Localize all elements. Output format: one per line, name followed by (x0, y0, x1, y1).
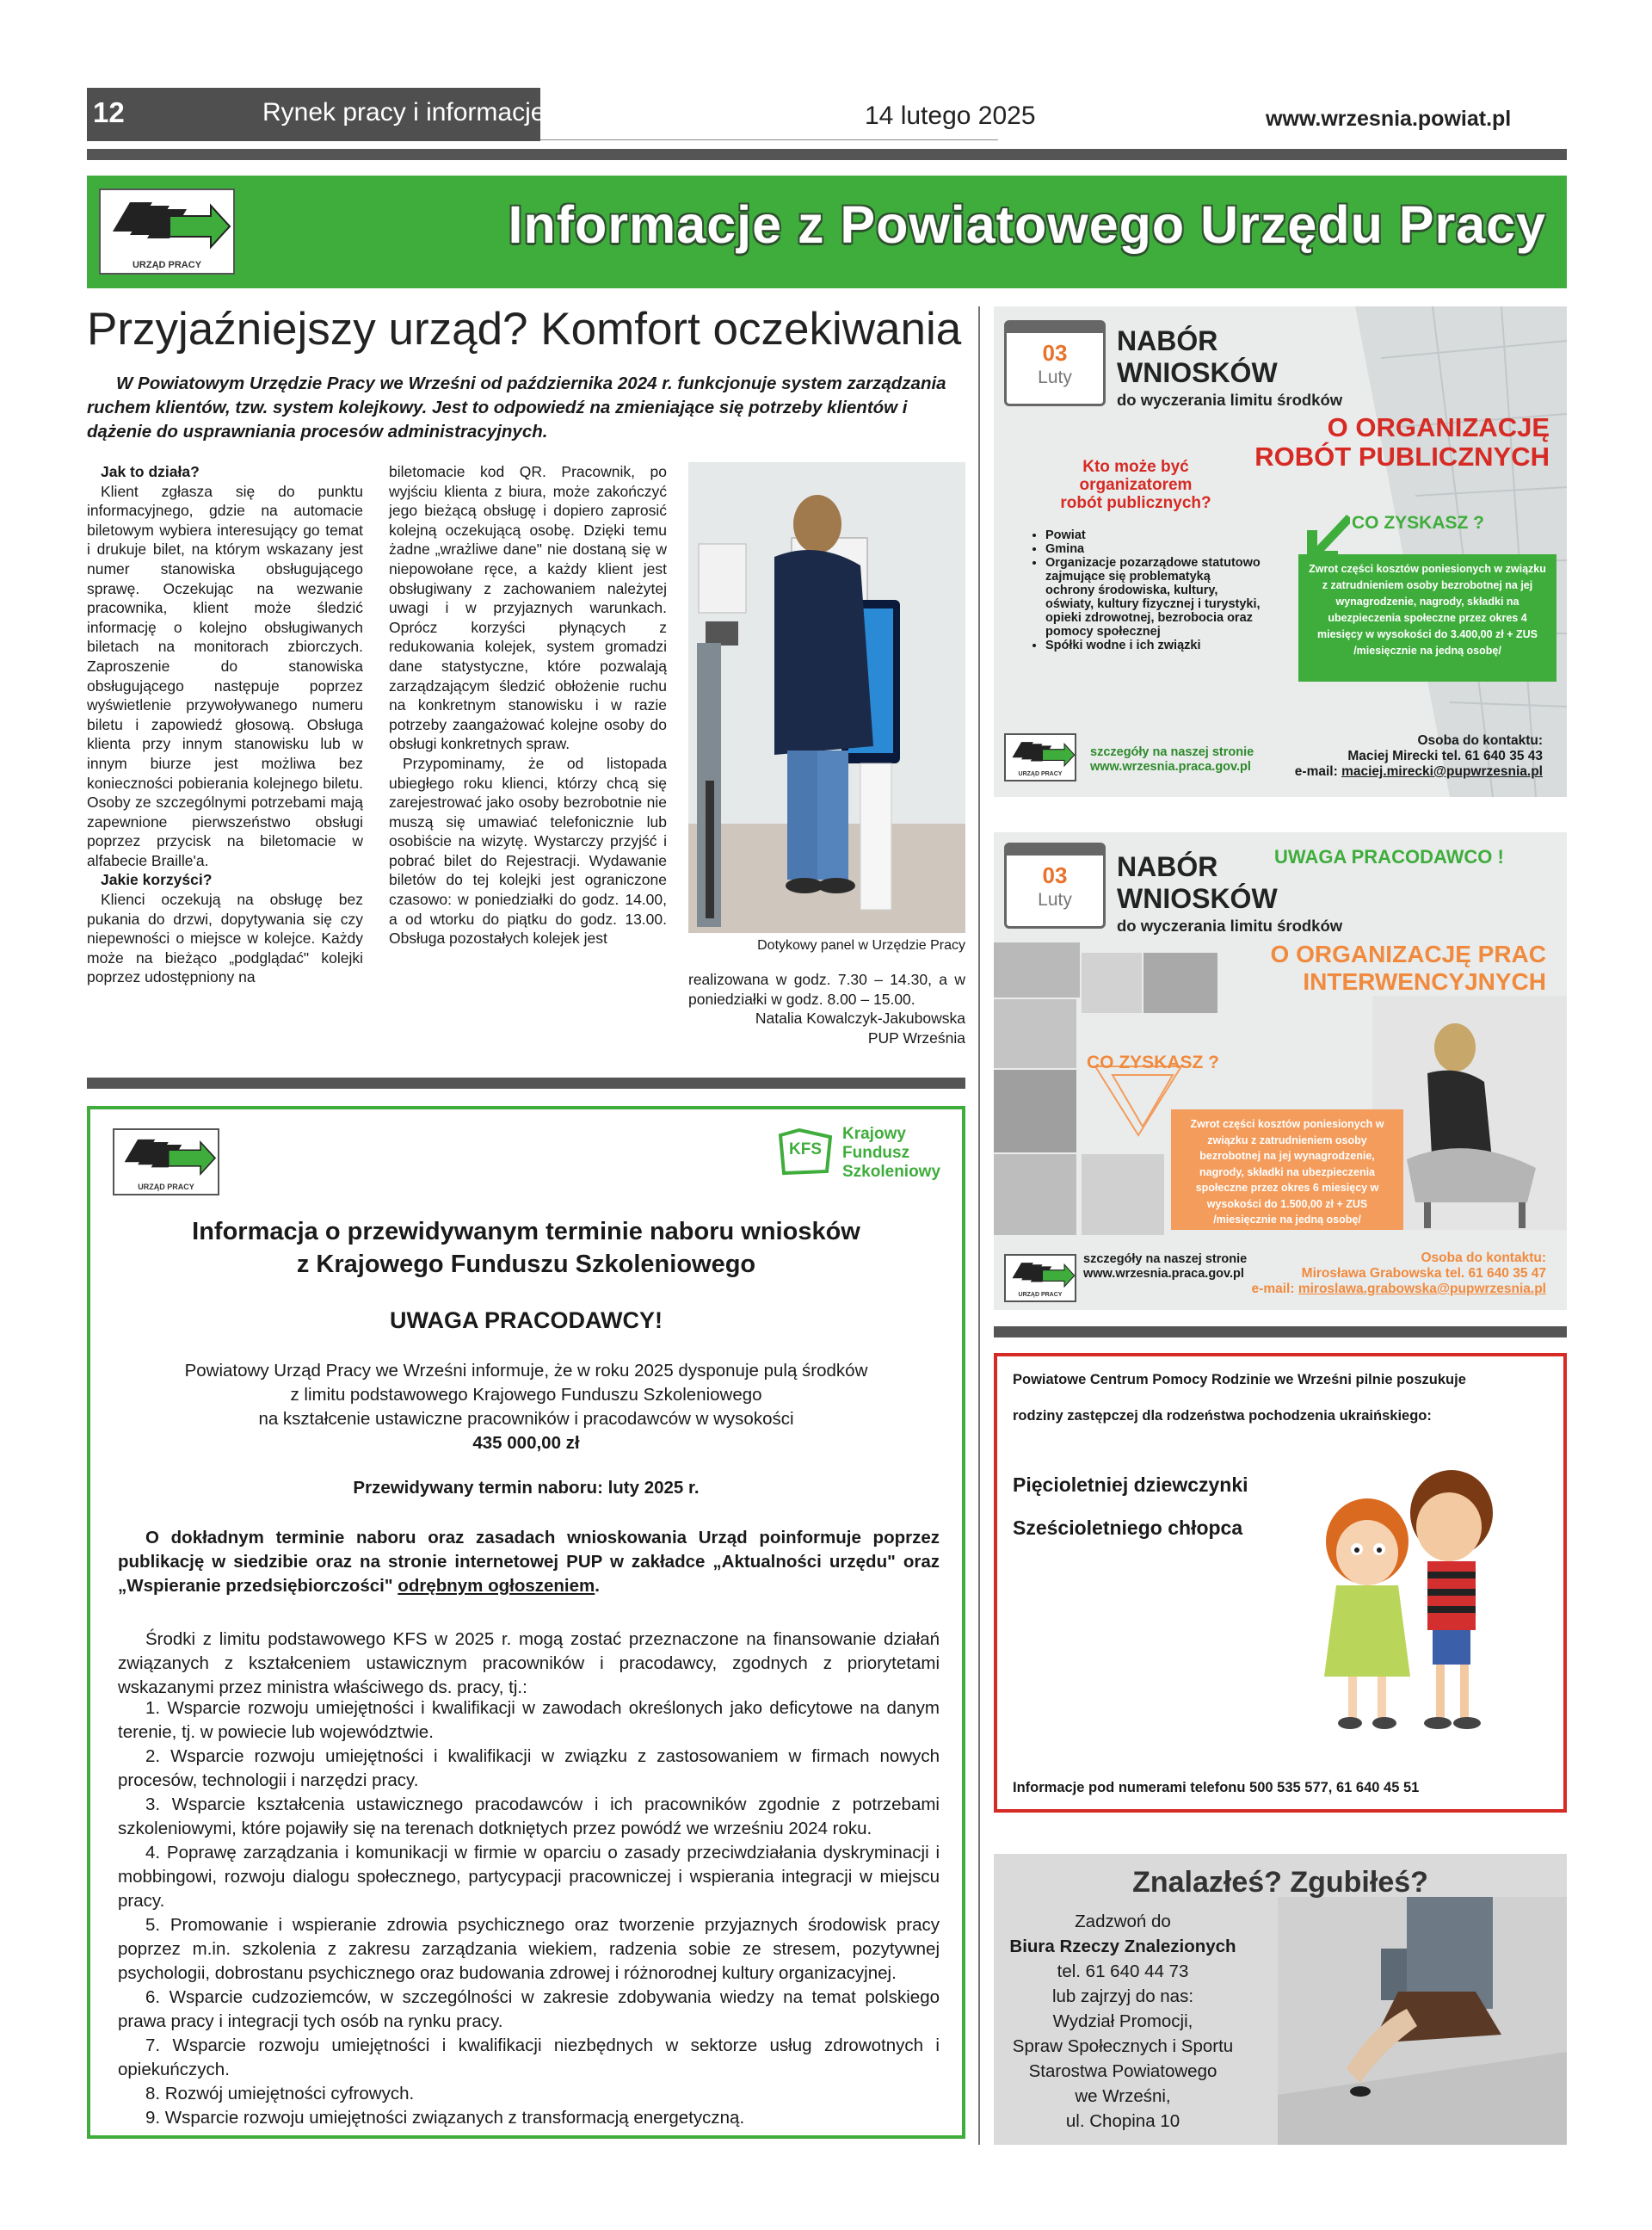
gain-heading: CO ZYSKASZ ? (1352, 513, 1485, 533)
calendar-month: Luty (1038, 368, 1072, 387)
list-item: 9. Wsparcie rozwoju umiejętności związanych z transformacją energetyczną. (145, 2108, 745, 2128)
calendar-icon (1004, 320, 1106, 406)
notice-link: odrębnym ogłoszeniem (398, 1576, 595, 1596)
list-item: 5. Promowanie i wspieranie zdrowia psychicznego oraz tworzenie przyjaznych środowisk pracy poprzez m.in. szkolenia z zakresu zarządzania wiekiem, radzenia sobie ze stresem, pozytywnej psychologii, dobrostanu psychicznego oraz budowania zdrowej i różnorodnej kultury organizacyjnej. (118, 1915, 940, 1983)
details (1090, 745, 1254, 775)
list-item: • Powiat (1045, 528, 1261, 542)
headline-line: INTERWENCYJNYCH (1303, 968, 1546, 995)
gain-heading: CO ZYSKASZ ? (1087, 1053, 1220, 1072)
article-title: Przyjaźniejszy urząd? Komfort oczekiwania (87, 304, 962, 355)
text-line: Wydział Promocji, (1052, 2011, 1193, 2031)
question-line: robót publicznych? (1060, 494, 1211, 512)
children-illustration (1307, 1460, 1513, 1744)
details-link[interactable]: www.wrzesnia.praca.gov.pl (1083, 1267, 1244, 1281)
public-works-ad (994, 306, 1567, 797)
ad-headline (1254, 413, 1550, 472)
notice-line: rodziny zastępczej dla rodzeństwa pochodzenia ukraińskiego: (1013, 1408, 1432, 1424)
subheading: Jak to działa? (101, 463, 200, 480)
details-line: szczegóły na naszej stronie (1090, 745, 1254, 759)
text-line: we Wrześni, (1075, 2086, 1171, 2106)
lost-text (994, 1909, 1252, 2134)
article-column-3 (688, 970, 965, 1047)
photo-tile (1082, 953, 1142, 1013)
kfs-title-line: z Krajowego Funduszu Szkoleniowego (296, 1251, 756, 1278)
list-item: • Organizacje pozarządowe statutowo zajmujące się problematyką ochrony środowiska, kultury, oświaty, kultury fizycznej i turystyki, opieki zdrowotnej, bezrobocia oraz pomocy społecznej (1045, 556, 1261, 639)
logo-label: URZĄD PRACY (132, 260, 202, 270)
calendar-day: 03 (1042, 340, 1068, 366)
intervention-works-ad (994, 832, 1567, 1310)
headline-line: ROBÓT PUBLICZNYCH (1254, 442, 1550, 472)
page-number: 12 (93, 96, 125, 128)
intro-line: z limitu podstawowego Krajowego Funduszu Szkoleniowego (290, 1385, 762, 1405)
details-link[interactable]: www.wrzesnia.praca.gov.pl (1090, 760, 1251, 774)
text-line: tel. 61 640 44 73 (1057, 1961, 1189, 1981)
urzad-pracy-logo (1004, 733, 1076, 781)
ad-heading (1117, 851, 1278, 915)
photo-caption: Dotykowy panel w Urzędzie Pracy (757, 938, 965, 953)
foster-family-notice (994, 1353, 1567, 1813)
email-label: e-mail: (1251, 1282, 1295, 1296)
author-org: PUP Września (867, 1029, 965, 1047)
section-rule (87, 1078, 965, 1089)
kfs-term: Przewidywany termin naboru: luty 2025 r. (353, 1478, 700, 1498)
section-name: Rynek pracy i informacje (262, 98, 546, 127)
gain-box: Zwrot części kosztów poniesionych w związku z zatrudnieniem osoby bezrobotnej na jej wynagrodzenie, nagrody, składki na ubezpieczenia społeczne przez okres 4 miesięcy w wysokości do 3.400,00 zł + ZUS /miesięcznie na jedną osobę/ (1298, 554, 1556, 682)
intro-line: na kształcenie ustawiczne pracowników i pracodawców w wysokości (258, 1409, 794, 1429)
paragraph: Klienci oczekują na obsługę bez pukania do drzwi, dopytywania się czy niepewności o miejsce w kolejce. Każdy może na bieżąco „podglądać" kolejki poprzez udostępniony na (87, 891, 363, 986)
kfs-name-line: Szkoleniowy (842, 1163, 941, 1181)
heading-line: WNIOSKÓW (1117, 883, 1278, 914)
paragraph: Klient zgłasza się do punktu informacyjnego, gdzie na automacie biletowym wybiera interesujący go temat i drukuje bilet, na którym wskazany jest numer stanowiska obsługującego sprawę. Oczekując na wezwanie pracownika, klient może śledzić informację o kolejno obsługiwanych biletach na monitorach zbiorczych. Zaproszenie do stanowiska obsługującego następuje poprzez wyświetlenie przywoływanego numeru biletu i zapowiedź głosową. Obsługa klienta przy innym stanowisku lub w innym biurze jest możliwa bez konieczności pobierania kolejnego biletu. Osoby ze szczególnymi potrzebami mają zapewnione pierwszeństwo obsługi poprzez przycisk na biletomacie w alfabecie Braille'a. (87, 482, 363, 869)
folders-arrow-icon (1006, 735, 1078, 773)
kfs-name-line: Krajowy (842, 1125, 906, 1143)
list-item: • Gmina (1045, 542, 1261, 556)
gain-box: Zwrot części kosztów poniesionych w związku z zatrudnieniem osoby bezrobotnej na jej wynagrodzenie, nagrody, składki na ubezpieczenia społeczne przez okres 6 miesięcy w wysokości do 1.500,00 zł + ZUS /miesięcznie na jedną osobę/ (1171, 1109, 1403, 1230)
subheading: Jakie korzyści? (101, 871, 213, 889)
paragraph: biletomacie kod QR. Pracownik, po wyjściu klienta z biura, może zakończyć jego bieżącą obsługę i dopiero zaprosić kolejną oczekującą osobę. Dzięki temu żadne „wrażliwe dane" nie dostaną się w niepowołane ręce, a każdy klient jest obsługiwany z zachowaniem należytej uwagi i w przyjaznych warunkach. Oprócz korzyści płynących z redukowania kolejek, system gromadzi dane statystyczne, które pozwalają zarządzającym śledzić obłożenie ruchu na konkretnym stanowisku i w razie potrzeby zaangażować kolejne osoby do obsługi konkretnych spraw. (389, 463, 667, 753)
photo-tile (994, 999, 1076, 1068)
ad-subtitle: do wyczerania limitu środków (1117, 917, 1343, 935)
kfs-name-line: Fundusz (842, 1144, 910, 1162)
phone-info: Informacje pod numerami telefonu 500 535 577, 61 640 45 51 (1013, 1780, 1420, 1795)
urzad-pracy-logo (113, 1128, 219, 1195)
column-divider (978, 306, 980, 2145)
header-divider (540, 139, 998, 140)
article-column-1 (87, 462, 363, 987)
list-item: 8. Rozwój umiejętności cyfrowych. (145, 2084, 415, 2103)
photo-tile (1143, 953, 1217, 1013)
list-item: 7. Wsparcie rozwoju umiejętności i kwalifikacji niezbędnych w sektorze usług zdrowotnych i opiekuńczych. (118, 2035, 940, 2079)
issue-date: 14 lutego 2025 (865, 102, 1036, 130)
section-banner (87, 176, 1567, 288)
headline-line: O ORGANIZACJĘ PRAC (1270, 941, 1546, 967)
logo-label: URZĄD PRACY (138, 1183, 194, 1191)
heading-line: WNIOSKÓW (1117, 357, 1278, 388)
article-column-2 (389, 462, 667, 948)
paragraph: realizowana w godz. 7.30 – 14.30, a w poniedziałki w godz. 8.00 – 15.00. (688, 971, 965, 1008)
urzad-pracy-logo (1004, 1254, 1076, 1302)
headline-line: O ORGANIZACJĘ (1327, 412, 1550, 442)
article-lead: W Powiatowym Urzędzie Pracy we Wrześni od października 2024 r. funkcjonuje system zarządzania ruchem klientów, tzw. system kolejkowy. Jest to odpowiedź na zmieniające się potrzeby klientów i dążenie do usprawniania procesów administracyjnych. (87, 374, 946, 442)
banner-title: Informacje z Powiatowego Urzędu Pracy (508, 195, 1546, 254)
amount: 435 000,00 zł (472, 1433, 580, 1453)
question-line: organizatorem (1079, 476, 1193, 494)
lost-title: Znalazłeś? Zgubiłeś? (1132, 1866, 1428, 1899)
text-line: Spraw Społecznych i Sportu (1012, 2036, 1234, 2056)
kfs-name (842, 1125, 940, 1182)
section-rule (994, 1326, 1567, 1337)
text-line: Zadzwoń do (1075, 1912, 1171, 1931)
ad-headline (1271, 941, 1546, 996)
text-line: Biura Rzeczy Znalezionych (1009, 1937, 1236, 1956)
list-item: 2. Wsparcie rozwoju umiejętności i kwalifikacji w związku z zastosowaniem w firmach nowych procesów, technologii i narzędzi pracy. (118, 1746, 940, 1790)
header-rule (87, 149, 1567, 160)
calendar-icon (1004, 843, 1106, 929)
list-item: • Spółki wodne i ich związki (1045, 639, 1261, 652)
contact-label: Osoba do kontaktu: (1417, 733, 1543, 748)
heading-line: NABÓR (1117, 851, 1218, 882)
contact (1295, 733, 1543, 780)
list-item: 4. Poprawę zarządzania i komunikacji w firmie w oparciu o zasady przeciwdziałania dyskryminacji i mobbingowi, rozwoju dialogu społecznego, partycypacji pracowniczej i wspierania integracji w miejscu pracy. (118, 1843, 940, 1911)
photo-tile (994, 1070, 1076, 1152)
list-item: 6. Wsparcie cudzoziemców, w szczególności w zakresie zdobywania wiedzy na temat polskiego prawa pracy i integracji tych osób na rynku pracy. (118, 1987, 940, 2031)
calendar-day: 03 (1042, 862, 1068, 888)
kfs-title-line: Informacja o przewidywanym terminie naboru wniosków (192, 1218, 860, 1245)
ad-heading (1117, 325, 1278, 389)
logo-label: URZĄD PRACY (1018, 1292, 1063, 1298)
contact (1252, 1251, 1546, 1297)
intro-line: Powiatowy Urząd Pracy we Wrześni informuje, że w roku 2025 dysponuje pulą środków (184, 1361, 868, 1381)
text-line: lub zajrzyj do nas: (1051, 1986, 1194, 2006)
email-link[interactable]: maciej.mirecki@pupwrzesnia.pl (1341, 764, 1543, 779)
list-item: 1. Wsparcie rozwoju umiejętności i kwalifikacji w zawodach określonych jako deficytowe na danym terenie, tj. w powiecie lub województwie. (118, 1698, 940, 1742)
list-item: 3. Wsparcie kształcenia ustawicznego pracodawców i ich pracowników zgodnie z potrzebami szkoleniowymi, które pojawiły się na terenach dotkniętych przez powódź we wrześniu 2024 roku. (118, 1795, 940, 1838)
kfs-priorities-list (118, 1696, 940, 2130)
kfs-notice-text: O dokładnym terminie naboru oraz zasadach wnioskowania Urząd poinformuje poprzez publikację w siedzibie oraz na stronie internetowej PUP w zakładce „Aktualności urzędu" oraz „Wspieranie przedsiębiorczości" odrębnym ogłoszeniem. (118, 1528, 940, 1596)
question-line: Kto może być (1082, 458, 1189, 476)
folders-arrow-icon (114, 1130, 221, 1183)
photo-tile (994, 1154, 1076, 1235)
shoe-keys-photo (1278, 1897, 1567, 2145)
email-link[interactable]: miroslawa.grabowska@pupwrzesnia.pl (1298, 1282, 1546, 1296)
details-line: szczegóły na naszej stronie (1083, 1252, 1248, 1266)
details (1083, 1252, 1247, 1282)
child-boy: Sześcioletniego chłopca (1013, 1517, 1243, 1539)
text-line: Starostwa Powiatowego (1028, 2061, 1217, 2081)
logo-label: URZĄD PRACY (1018, 771, 1063, 777)
author-name: Natalia Kowalczyk-Jakubowska (755, 1010, 965, 1028)
employer-warning: UWAGA PRACODAWCO ! (1274, 846, 1504, 868)
heading-line: NABÓR (1117, 325, 1218, 356)
folders-arrow-icon (101, 190, 237, 259)
lost-and-found-ad (994, 1854, 1567, 2145)
urzad-pracy-logo (99, 188, 235, 275)
folders-arrow-icon (1006, 1256, 1078, 1294)
contact-label: Osoba do kontaktu: (1421, 1251, 1546, 1265)
kfs-title (90, 1215, 962, 1281)
notice-text: O dokładnym terminie naboru oraz zasadach wnioskowania Urząd poinformuje poprzez publikację w siedzibie oraz na stronie internetowej PUP w zakładce „Aktualności urzędu" oraz „Wspieranie przedsiębiorczości" (118, 1528, 940, 1596)
photo-tile (994, 942, 1080, 998)
contact-name: Mirosława Grabowska tel. 61 640 35 47 (1301, 1266, 1546, 1281)
paragraph: Przypominamy, że od listopada ubiegłego roku klienci, którzy chcą się zarejestrować jako osoby bezrobotnie nie muszą się umawiać telefonicznie lub osobiście na wizytę. Wystarczy przyjść i pobrać bilet do Rejestracji. Wydawanie biletów do tej kolejki jest ograniczone czasowo: w poniedziałki do godz. 14.00, a od wtorku do piątku do godz. 13.00. Obsługa pozostałych kolejek jest (389, 754, 667, 948)
building-graphic (1321, 306, 1567, 797)
notice-line: Powiatowe Centrum Pomocy Rodzinie we Wrześni pilnie poszukuje (1013, 1372, 1466, 1387)
kfs-body: Środki z limitu podstawowego KFS w 2025 r. mogą zostać przeznaczone na finansowanie działań związanych z kształceniem ustawicznym pracowników i pracodawcy, zgodnych z priorytetami wskazanymi przez ministra właściwego ds. pracy, tj.: (118, 1629, 940, 1697)
child-girl: Pięcioletniej dziewczynki (1013, 1473, 1248, 1496)
text-line: ul. Chopina 10 (1065, 2111, 1180, 2131)
organizers-list (1045, 528, 1261, 652)
site-url[interactable]: www.wrzesnia.powiat.pl (1266, 107, 1512, 131)
who-question (1037, 458, 1235, 512)
kfs-intro (90, 1359, 962, 1455)
contact-name: Maciej Mirecki tel. 61 640 35 43 (1347, 749, 1543, 763)
kfs-warning: UWAGA PRACODAWCY! (390, 1307, 663, 1333)
email-label: e-mail: (1294, 764, 1338, 779)
kfs-logo-icon (775, 1128, 835, 1177)
kiosk-photo (688, 462, 965, 933)
photo-tile (1082, 1154, 1164, 1235)
ad-subtitle: do wyczerania limitu środków (1117, 391, 1343, 409)
calendar-month: Luty (1038, 890, 1072, 910)
kfs-abbr: KFS (789, 1140, 822, 1158)
kfs-notice (87, 1106, 965, 2139)
